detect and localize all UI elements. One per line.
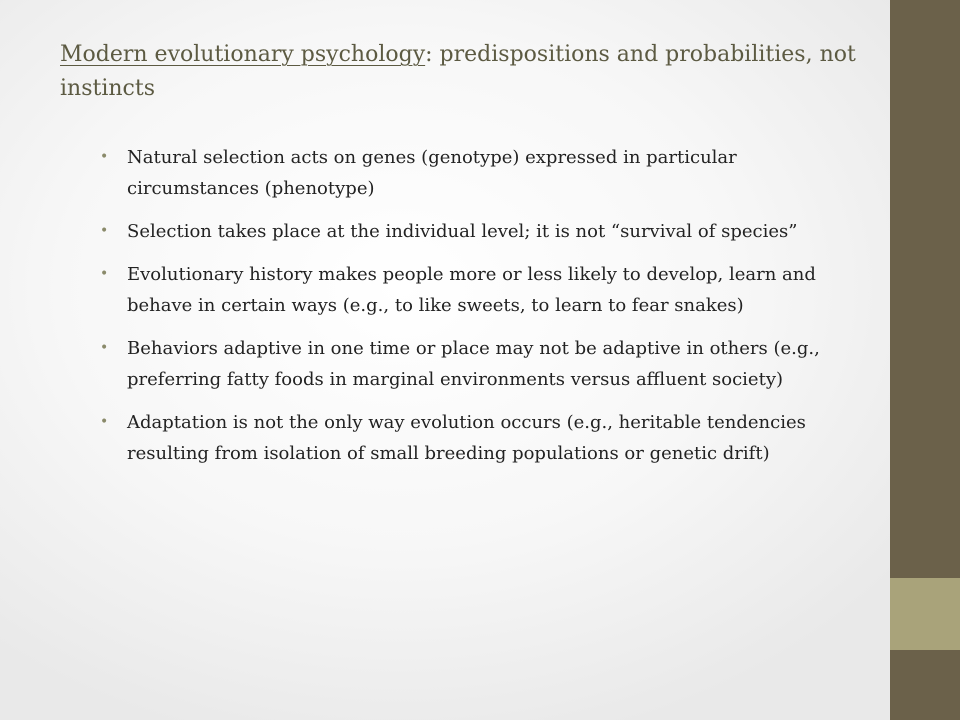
decorative-sidebar (890, 0, 960, 720)
bullet-text: Selection takes place at the individual level; it is not “survival of species” (127, 221, 798, 242)
sidebar-band-bottom (890, 650, 960, 720)
slide-title (60, 38, 860, 106)
bullet-dot-icon: • (100, 223, 109, 239)
slide-title-underlined: Modern evolutionary psychology (60, 42, 426, 67)
bullet-item (100, 216, 845, 247)
slide-title-rest: : predispositions and probabilities, not instincts (60, 42, 856, 101)
bullet-dot-icon: • (100, 266, 109, 282)
bullet-item (100, 407, 845, 469)
bullet-text: Natural selection acts on genes (genotype) expressed in particular circumstances (phenotype) (127, 147, 737, 199)
bullet-text: Behaviors adaptive in one time or place may not be adaptive in others (e.g., preferring fatty foods in marginal environments versus affluent society) (127, 338, 820, 390)
bullet-item (100, 259, 845, 321)
bullet-text: Adaptation is not the only way evolution occurs (e.g., heritable tendencies resulting from isolation of small breeding populations or genetic drift) (127, 412, 806, 464)
bullet-item (100, 142, 845, 204)
bullet-list (100, 142, 845, 481)
bullet-text: Evolutionary history makes people more or less likely to develop, learn and behave in certain ways (e.g., to like sweets, to learn to fear snakes) (127, 264, 816, 316)
bullet-dot-icon: • (100, 149, 109, 165)
sidebar-band-middle (890, 578, 960, 650)
bullet-item (100, 333, 845, 395)
sidebar-band-top (890, 0, 960, 578)
bullet-dot-icon: • (100, 414, 109, 430)
bullet-dot-icon: • (100, 340, 109, 356)
